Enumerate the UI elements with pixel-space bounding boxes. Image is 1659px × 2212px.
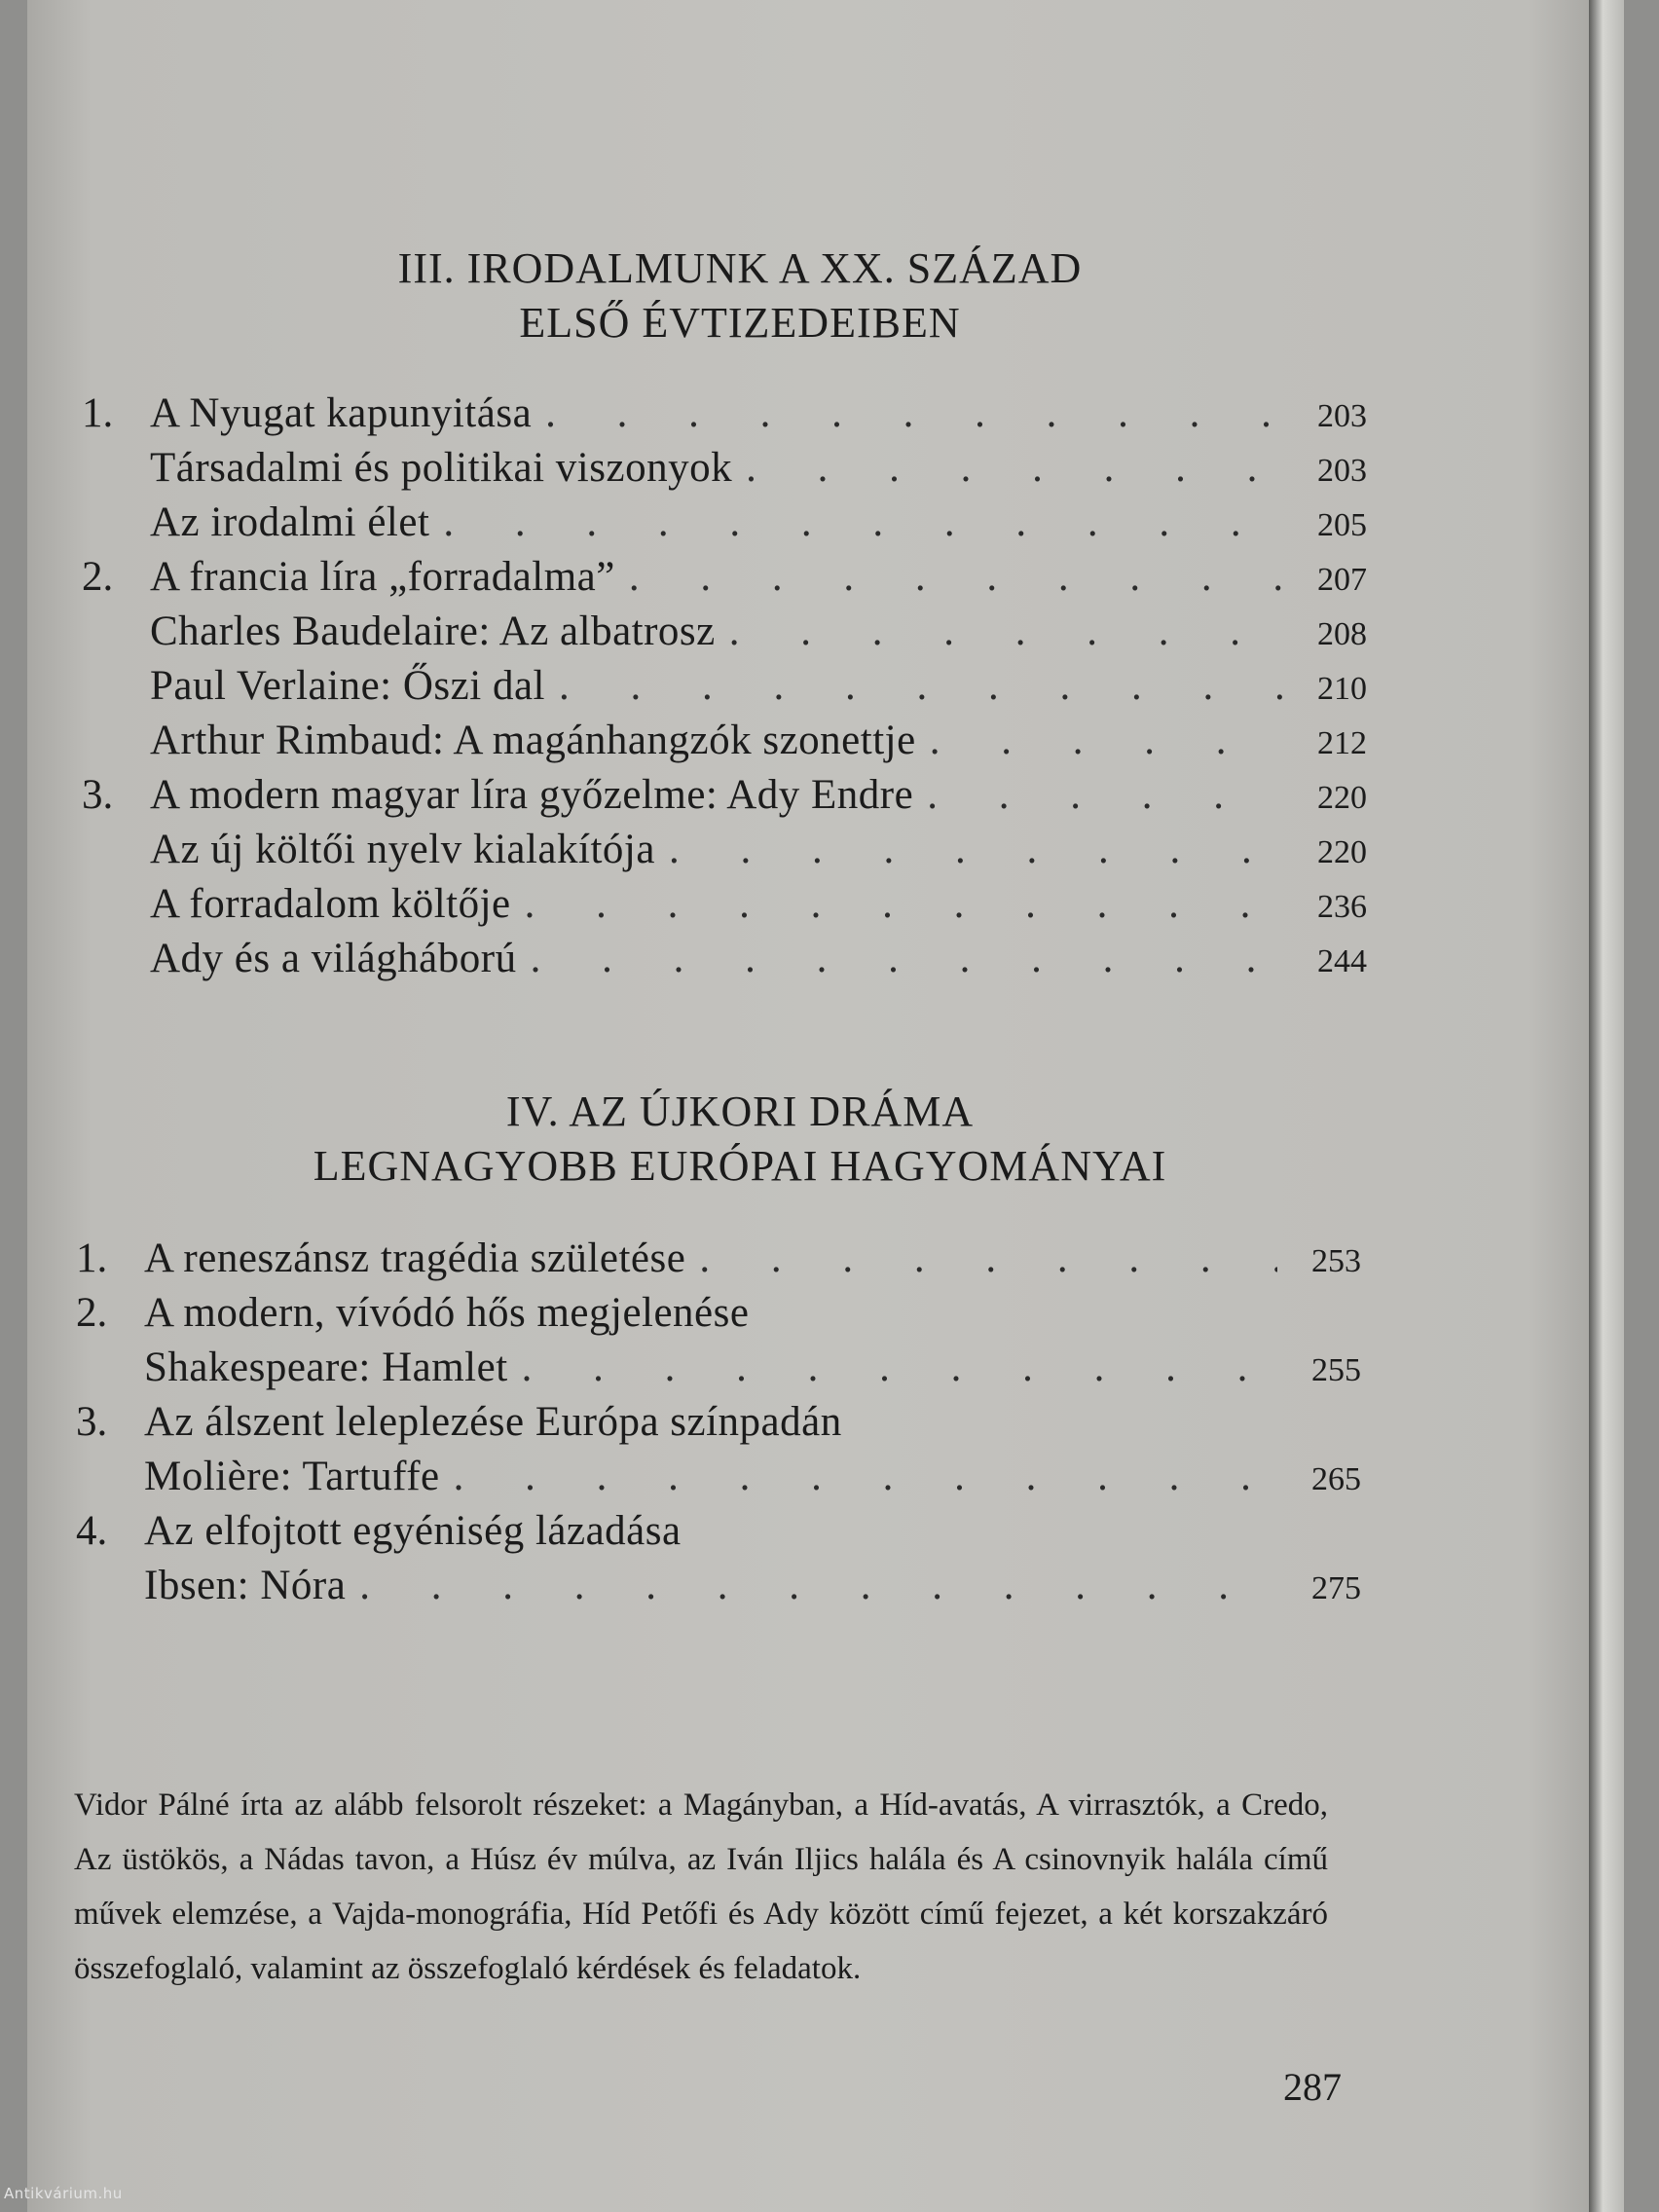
entry-title: Ibsen: Nóra <box>144 1563 347 1608</box>
entry-number: 3. <box>82 772 114 818</box>
dot-leader <box>927 771 1283 819</box>
entry-page: 207 <box>1317 562 1367 598</box>
dot-leader <box>746 444 1283 492</box>
entry-number: 2. <box>76 1290 108 1336</box>
toc-entry <box>82 389 1367 444</box>
entry-page: 220 <box>1317 834 1367 870</box>
section-heading-line: IV. AZ ÚJKORI DRÁMA <box>505 1088 975 1135</box>
dot-leader <box>443 498 1283 546</box>
entry-title: A francia líra „forradalma” <box>150 554 615 600</box>
entry-title: Arthur Rimbaud: A magánhangzók szonettje <box>150 718 916 763</box>
toc-entry <box>76 1562 1361 1616</box>
entry-number: 3. <box>76 1399 108 1445</box>
entry-title: A modern magyar líra győzelme: Ady Endre <box>150 772 914 818</box>
entry-page: 203 <box>1317 453 1367 489</box>
entry-page: 220 <box>1317 780 1367 816</box>
dot-leader <box>559 662 1283 710</box>
dot-leader <box>359 1562 1277 1609</box>
section-heading-iii <box>27 241 1453 350</box>
section-heading-iv <box>27 1085 1453 1194</box>
entry-page: 210 <box>1317 671 1367 707</box>
entry-page: 205 <box>1317 507 1367 543</box>
toc-entry <box>82 880 1367 935</box>
dot-leader <box>454 1453 1277 1500</box>
entry-page: 212 <box>1317 725 1367 761</box>
entry-page: 208 <box>1317 616 1367 652</box>
section-heading-line: LEGNAGYOBB EURÓPAI HAGYOMÁNYAI <box>313 1142 1167 1190</box>
toc-entry <box>82 553 1367 608</box>
dot-leader <box>669 826 1283 873</box>
entry-number: 1. <box>82 390 114 436</box>
entry-number: 4. <box>76 1508 108 1554</box>
entry-title: A Nyugat kapunyitása <box>150 390 533 436</box>
entry-title: Társadalmi és politikai viszonyok <box>150 445 733 491</box>
entry-title: Paul Verlaine: Őszi dal <box>150 663 545 709</box>
entry-page: 255 <box>1311 1352 1361 1388</box>
entry-title: Az új költői nyelv kialakítója <box>150 827 655 872</box>
book-page <box>27 0 1624 2212</box>
watermark: Antikvárium.hu <box>4 2185 123 2202</box>
entry-title: A forradalom költője <box>150 881 511 927</box>
dot-leader <box>531 935 1283 982</box>
page-edge-shadow <box>1589 0 1624 2212</box>
dot-leader <box>629 553 1283 601</box>
entry-title: Az álszent leleplezése Európa színpadán <box>144 1399 842 1445</box>
entry-title: Shakespeare: Hamlet <box>144 1345 508 1390</box>
entry-page: 236 <box>1317 889 1367 925</box>
entry-number: 1. <box>76 1235 108 1281</box>
entry-page: 275 <box>1311 1570 1361 1606</box>
toc-entry <box>82 771 1367 826</box>
page-number: 287 <box>1283 2065 1342 2109</box>
toc-entry <box>82 662 1367 717</box>
entry-page: 244 <box>1317 943 1367 979</box>
entry-title: Charles Baudelaire: Az albatrosz <box>150 608 716 654</box>
author-note: Vidor Pálné írta az alább felsorolt részeket: a Magányban, a Híd-avatás, A virrasztók, a Credo, Az üstökös, a Nádas tavon, a Húsz év múlva, az Iván Iljics halála és A csinovnyik halála című művek elemzése, a Vajda-monográfia, Híd Petőfi és Ady között című fejezet, a két korszakzáró összefoglaló, valamint az összefoglaló kérdések és feladatok. <box>74 1788 1328 1986</box>
toc-entry <box>76 1344 1361 1398</box>
section-heading-line: ELSŐ ÉVTIZEDEIBEN <box>519 299 961 347</box>
toc-entry <box>82 826 1367 880</box>
entry-number: 2. <box>82 554 114 600</box>
toc-entry <box>82 717 1367 771</box>
toc-entry <box>82 608 1367 662</box>
entry-page: 265 <box>1311 1461 1361 1497</box>
entry-title: A reneszánsz tragédia születése <box>144 1235 686 1281</box>
toc-entry <box>82 935 1367 989</box>
toc-entry <box>82 498 1367 553</box>
entry-page: 253 <box>1311 1243 1361 1279</box>
entry-title: Ady és a világháború <box>150 936 517 981</box>
section-heading-line: III. IRODALMUNK A XX. SZÁZAD <box>397 244 1083 292</box>
dot-leader <box>522 1344 1277 1391</box>
dot-leader <box>545 389 1283 437</box>
dot-leader <box>930 717 1283 764</box>
toc-entry <box>76 1507 1361 1562</box>
toc-entry <box>76 1453 1361 1507</box>
entry-page: 203 <box>1317 398 1367 434</box>
dot-leader <box>699 1235 1277 1282</box>
dot-leader <box>525 880 1283 928</box>
entry-title: Az elfojtott egyéniség lázadása <box>144 1508 682 1554</box>
entry-title: A modern, vívódó hős megjelenése <box>144 1290 750 1336</box>
entry-title: Molière: Tartuffe <box>144 1454 440 1499</box>
entry-title: Az irodalmi élet <box>150 499 430 545</box>
toc-entry <box>76 1289 1361 1344</box>
toc-entry <box>76 1235 1361 1289</box>
toc-entry <box>82 444 1367 498</box>
dot-leader <box>729 608 1283 655</box>
toc-entry <box>76 1398 1361 1453</box>
